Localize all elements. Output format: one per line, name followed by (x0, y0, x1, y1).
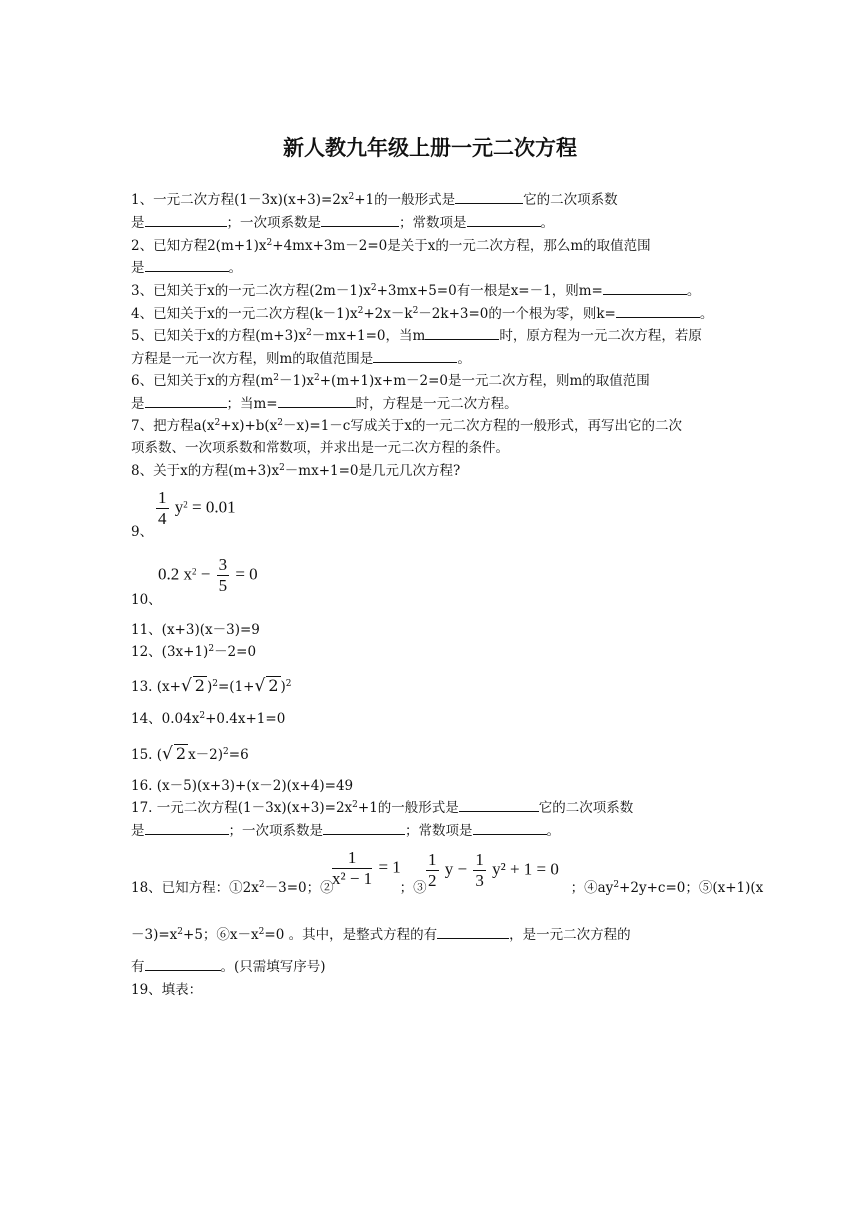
question-13: 13. (x+√ 2 )$^2$=(1+√ 2 )$^2$ (131, 676, 292, 696)
answer-blank[interactable] (145, 259, 229, 272)
answer-blank[interactable] (603, 282, 687, 295)
page-title: 新人教九年级上册一元二次方程 (283, 136, 577, 160)
equation-10: 0.2 $x^2$ − $\frac{3}{5}$ = 0 (158, 555, 258, 595)
fraction: $\frac{1}{4}$ (158, 488, 167, 528)
question-12: 12、$(3x+1)^2-2=0$ (131, 644, 257, 660)
equation-18-2: $\frac{1}{\text{x² − 1}}$ = 1 (332, 848, 401, 888)
answer-blank[interactable] (145, 958, 221, 971)
answer-blank[interactable] (616, 305, 700, 318)
question-11: 11、(x+3)(x－3)=9 (131, 622, 260, 638)
answer-blank[interactable] (145, 214, 227, 227)
question-14: 14、$0.04x^2+0.4x+1=0$ (131, 711, 286, 727)
question-9-label: 9、 (131, 524, 154, 540)
question-1-line-1: 1、一元二次方程$(1-3x)(x+3)=2x^2+1$的一般形式是 它的二次项系数 (131, 192, 618, 208)
answer-blank[interactable] (455, 191, 523, 204)
question-17-line-1: 17. 一元二次方程$(1-3x)(x+3)=2x^2+1$的一般形式是 它的二次项系数 (131, 800, 634, 816)
answer-blank[interactable] (473, 822, 547, 835)
question-2-line-2: 是 。 (131, 260, 242, 276)
question-19: 19、填表： (131, 982, 203, 998)
answer-blank[interactable] (459, 799, 539, 812)
question-6-line-1: 6、已知关于x的方程$(m^2-1)x^2+(m+1)x+m-2=0$是一元二次方程，则m的取值范围 (131, 373, 650, 389)
answer-blank[interactable] (467, 214, 541, 227)
answer-blank[interactable] (437, 926, 509, 939)
answer-blank[interactable] (321, 214, 399, 227)
question-7-line-1: 7、把方程$a(x^2+x)+b(x^2-x)=1-c$写成关于x的一元二次方程的一般形式，再写出它的二次 (131, 418, 682, 434)
question-2-line-1: 2、已知方程$2(m+1)x^2+4mx+3m-2=0$是关于x的一元二次方程，那么m的取值范围 (131, 238, 651, 254)
answer-blank[interactable] (373, 350, 457, 363)
question-10-label: 10、 (131, 592, 162, 608)
fraction: $\frac{1}{\text{x² − 1}}$ (332, 848, 373, 888)
question-8: 8、关于x的方程$(m+3)x^2-mx+1=0$是几元几次方程? (131, 463, 461, 479)
question-17-line-2: 是 ；一次项系数是 ；常数项是 。 (131, 823, 560, 839)
question-5-line-2: 方程是一元一次方程，则m的取值范围是 。 (131, 351, 471, 367)
equation-9: $\frac{1}{4}$ $y^2 = 0.01$ (158, 488, 236, 528)
question-18-line-1: 18、已知方程：$①2x^2-3=0$；② ；③ ；$④ay^2+2y+c=0$；⑤(x+1)(x (131, 880, 764, 896)
answer-blank[interactable] (278, 395, 356, 408)
question-3: 3、已知关于x的一元二次方程$(2m-1)x^2+3mx+5=0$有一根是x=－1，则m= 。 (131, 283, 701, 299)
sqrt-symbol: 2 (268, 676, 279, 695)
question-5-line-1: 5、已知关于x的方程$(m+3)x^2-mx+1=0$，当m 时，原方程为一元二次方程，若原 (131, 328, 702, 344)
sqrt-symbol: 2 (194, 676, 205, 695)
question-15: 15. (√ 2 x－2)$^2$=6 (131, 744, 249, 764)
question-16: 16. (x－5)(x+3)+(x－2)(x+4)=49 (131, 778, 354, 794)
answer-blank[interactable] (323, 822, 405, 835)
question-18-line-3: 有 。(只需填写序号) (131, 959, 326, 975)
question-7-line-2: 项系数、一次项系数和常数项，并求出是一元二次方程的条件。 (131, 440, 509, 456)
answer-blank[interactable] (145, 822, 229, 835)
question-6-line-2: 是 ；当m= 时，方程是一元二次方程。 (131, 396, 518, 412)
fraction: $\frac{1}{2}$ (428, 850, 437, 890)
fraction: $\frac{1}{3}$ (475, 850, 484, 890)
equation-18-3: $\frac{1}{2}$ y − $\frac{1}{3}$ y² + 1 = 0 (428, 850, 559, 890)
sqrt-symbol: 2 (175, 744, 187, 763)
answer-blank[interactable] (425, 327, 499, 340)
fraction: $\frac{3}{5}$ (218, 555, 228, 595)
answer-blank[interactable] (145, 395, 227, 408)
question-1-line-2: 是 ；一次项系数是 ；常数项是 。 (131, 215, 554, 231)
question-4: 4、已知关于x的一元二次方程$(k-1)x^2+2x-k^2-2k+3=0$的一个根为零，则k= 。 (131, 306, 714, 322)
question-18-line-2: $-3)=x^2+5$；$⑥x-x^2=0$ 。其中，是整式方程的有 ，是一元二次方程的 (131, 927, 631, 943)
